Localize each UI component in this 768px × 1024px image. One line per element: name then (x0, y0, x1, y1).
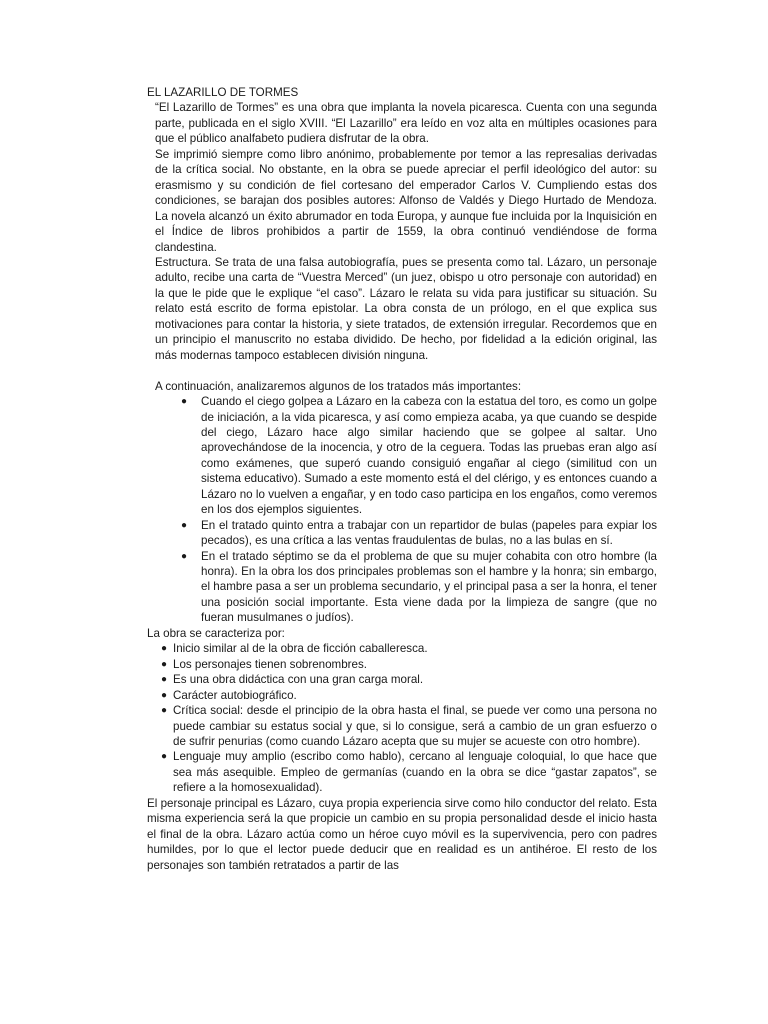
list-item: ● Lenguaje muy amplio (escribo como hablo), cercano al lenguaje coloquial, lo que hace que sea más asequible. Empleo de germanías (cuando en la obra se dice “gastar zapatos”, se refiere a la homosexualidad). (161, 750, 657, 795)
list-item: ● En el tratado séptimo se da el problema de que su mujer cohabita con otro hombre (la honra). En la obra los dos principales problemas son el hambre y la honra; sin embargo, el hambre pasa a ser un problema secundario, y el principal pasa a ser la honra, el tener una posición social importante. Esta viene dada por la limpieza de sangre (que no fueran musulmanes o judíos). (181, 549, 657, 625)
bullet-icon: ● (181, 519, 188, 531)
list-item: ● Los personajes tienen sobrenombres. (161, 657, 367, 671)
paragraph-estructura: Estructura. Se trata de una falsa autobiografía, pues se presenta como tal. Lázaro, un personaje adulto, recibe una carta de “Vuestra Merced” (un juez, obispo u otro personaje con autoridad) en la que le pide que le explique “el caso”. Lázaro le relata su vida para justificar su situación. Su relato está escrito de forma epistolar. La obra consta de un prólogo, en el que explica sus motivaciones para contar la historia, y siete tratados, de extensión irregular. Recordemos que en un principio el manuscrito no estaba dividido. De hecho, por fidelidad a la edición original, las más modernas tampoco establecen división ninguna. (155, 255, 657, 362)
bullet-icon: ● (181, 396, 188, 408)
blank-line (155, 363, 657, 378)
paragraph-intro: “El Lazarillo de Tormes” es una obra que implanta la novela picaresca. Cuenta con una segunda parte, publicada en el siglo XVIII. “El Lazarillo” era leído en voz alta en múltiples ocasiones para que el público analfabeto pudiera disfrutar de la obra. (155, 101, 657, 146)
document-title: EL LAZARILLO DE TORMES (147, 86, 299, 99)
intro-section (155, 100, 657, 625)
document-body (147, 85, 657, 873)
list-item: ● Inicio similar al de la obra de ficción caballeresca. (161, 642, 428, 656)
bullet-icon: ● (161, 705, 168, 717)
bullet-icon: ● (161, 643, 168, 655)
paragraph-personaje: El personaje principal es Lázaro, cuya propia experiencia sirve como hilo conductor del relato. Esta misma experiencia será la que propicie un cambio en su propia personalidad desde el inicio hasta el final de la obra. Lázaro actúa como un héroe cuyo móvil es la supervivencia, pero con padres humildes, por lo que el lector puede deducir que en realidad es un antihéroe. El resto de los personajes son también retratados a partir de las (147, 796, 657, 872)
list-item: ● Carácter autobiográfico. (161, 688, 297, 702)
paragraph-autoria: Se imprimió siempre como libro anónimo, probablemente por temor a las represalias derivadas de la crítica social. No obstante, en la obra se puede apreciar el perfil ideológico del autor: su erasmismo y su condición de fiel cortesano del emperador Carlos V. Cumpliendo estas dos condiciones, se barajan dos posibles autores: Alfonso de Valdés y Diego Hurtado de Mendoza. La novela alcanzó un éxito abrumador en toda Europa, y aunque fue incluida por la Inquisición en el Índice de libros prohibidos a partir de 1559, la obra continuó vendiéndose de forma clandestina. (155, 147, 657, 254)
bullet-icon: ● (161, 689, 168, 701)
caracteristicas-intro: La obra se caracteriza por: (147, 626, 285, 640)
caracteristicas-list (147, 641, 657, 796)
bullet-icon: ● (161, 674, 168, 686)
list-item: ● Es una obra didáctica con una gran carga moral. (161, 673, 424, 687)
list-item: ● Crítica social: desde el principio de la obra hasta el final, se puede ver como una persona no puede cambiar su estatus social y que, si lo consigue, será a cambio de un gran esfuerzo o de sufrir penurias (como cuando Lázaro acepta que su mujer se acueste con otro hombre). (161, 704, 657, 749)
list-item: ● Cuando el ciego golpea a Lázaro en la cabeza con la estatua del toro, es como un golpe de iniciación, a la vida picaresca, y así como empieza acaba, ya que cuando se despide del ciego, Lázaro hace algo similar haciendo que se golpee al saltar. Uno aprovechándose de la inocencia, y otro de la ceguera. Todas las pruebas eran algo así como exámenes, que superó cuando consiguió engañar al ciego (similitud con un sistema educativo). Sumado a este momento está el del clérigo, y es entonces cuando a Lázaro no lo vuelven a engañar, y en todo caso participa en los engaños, como veremos en los dos ejemplos siguientes. (181, 395, 657, 517)
bullet-icon: ● (181, 550, 188, 562)
tratados-list (155, 394, 657, 626)
bullet-icon: ● (161, 658, 168, 670)
list-item: ● En el tratado quinto entra a trabajar con un repartidor de bulas (papeles para expiar los pecados), es una crítica a las ventas fraudulentas de bulas, no a las bulas en sí. (181, 518, 657, 548)
tratados-intro: A continuación, analizaremos algunos de los tratados más importantes: (155, 379, 522, 393)
bullet-icon: ● (161, 751, 168, 763)
